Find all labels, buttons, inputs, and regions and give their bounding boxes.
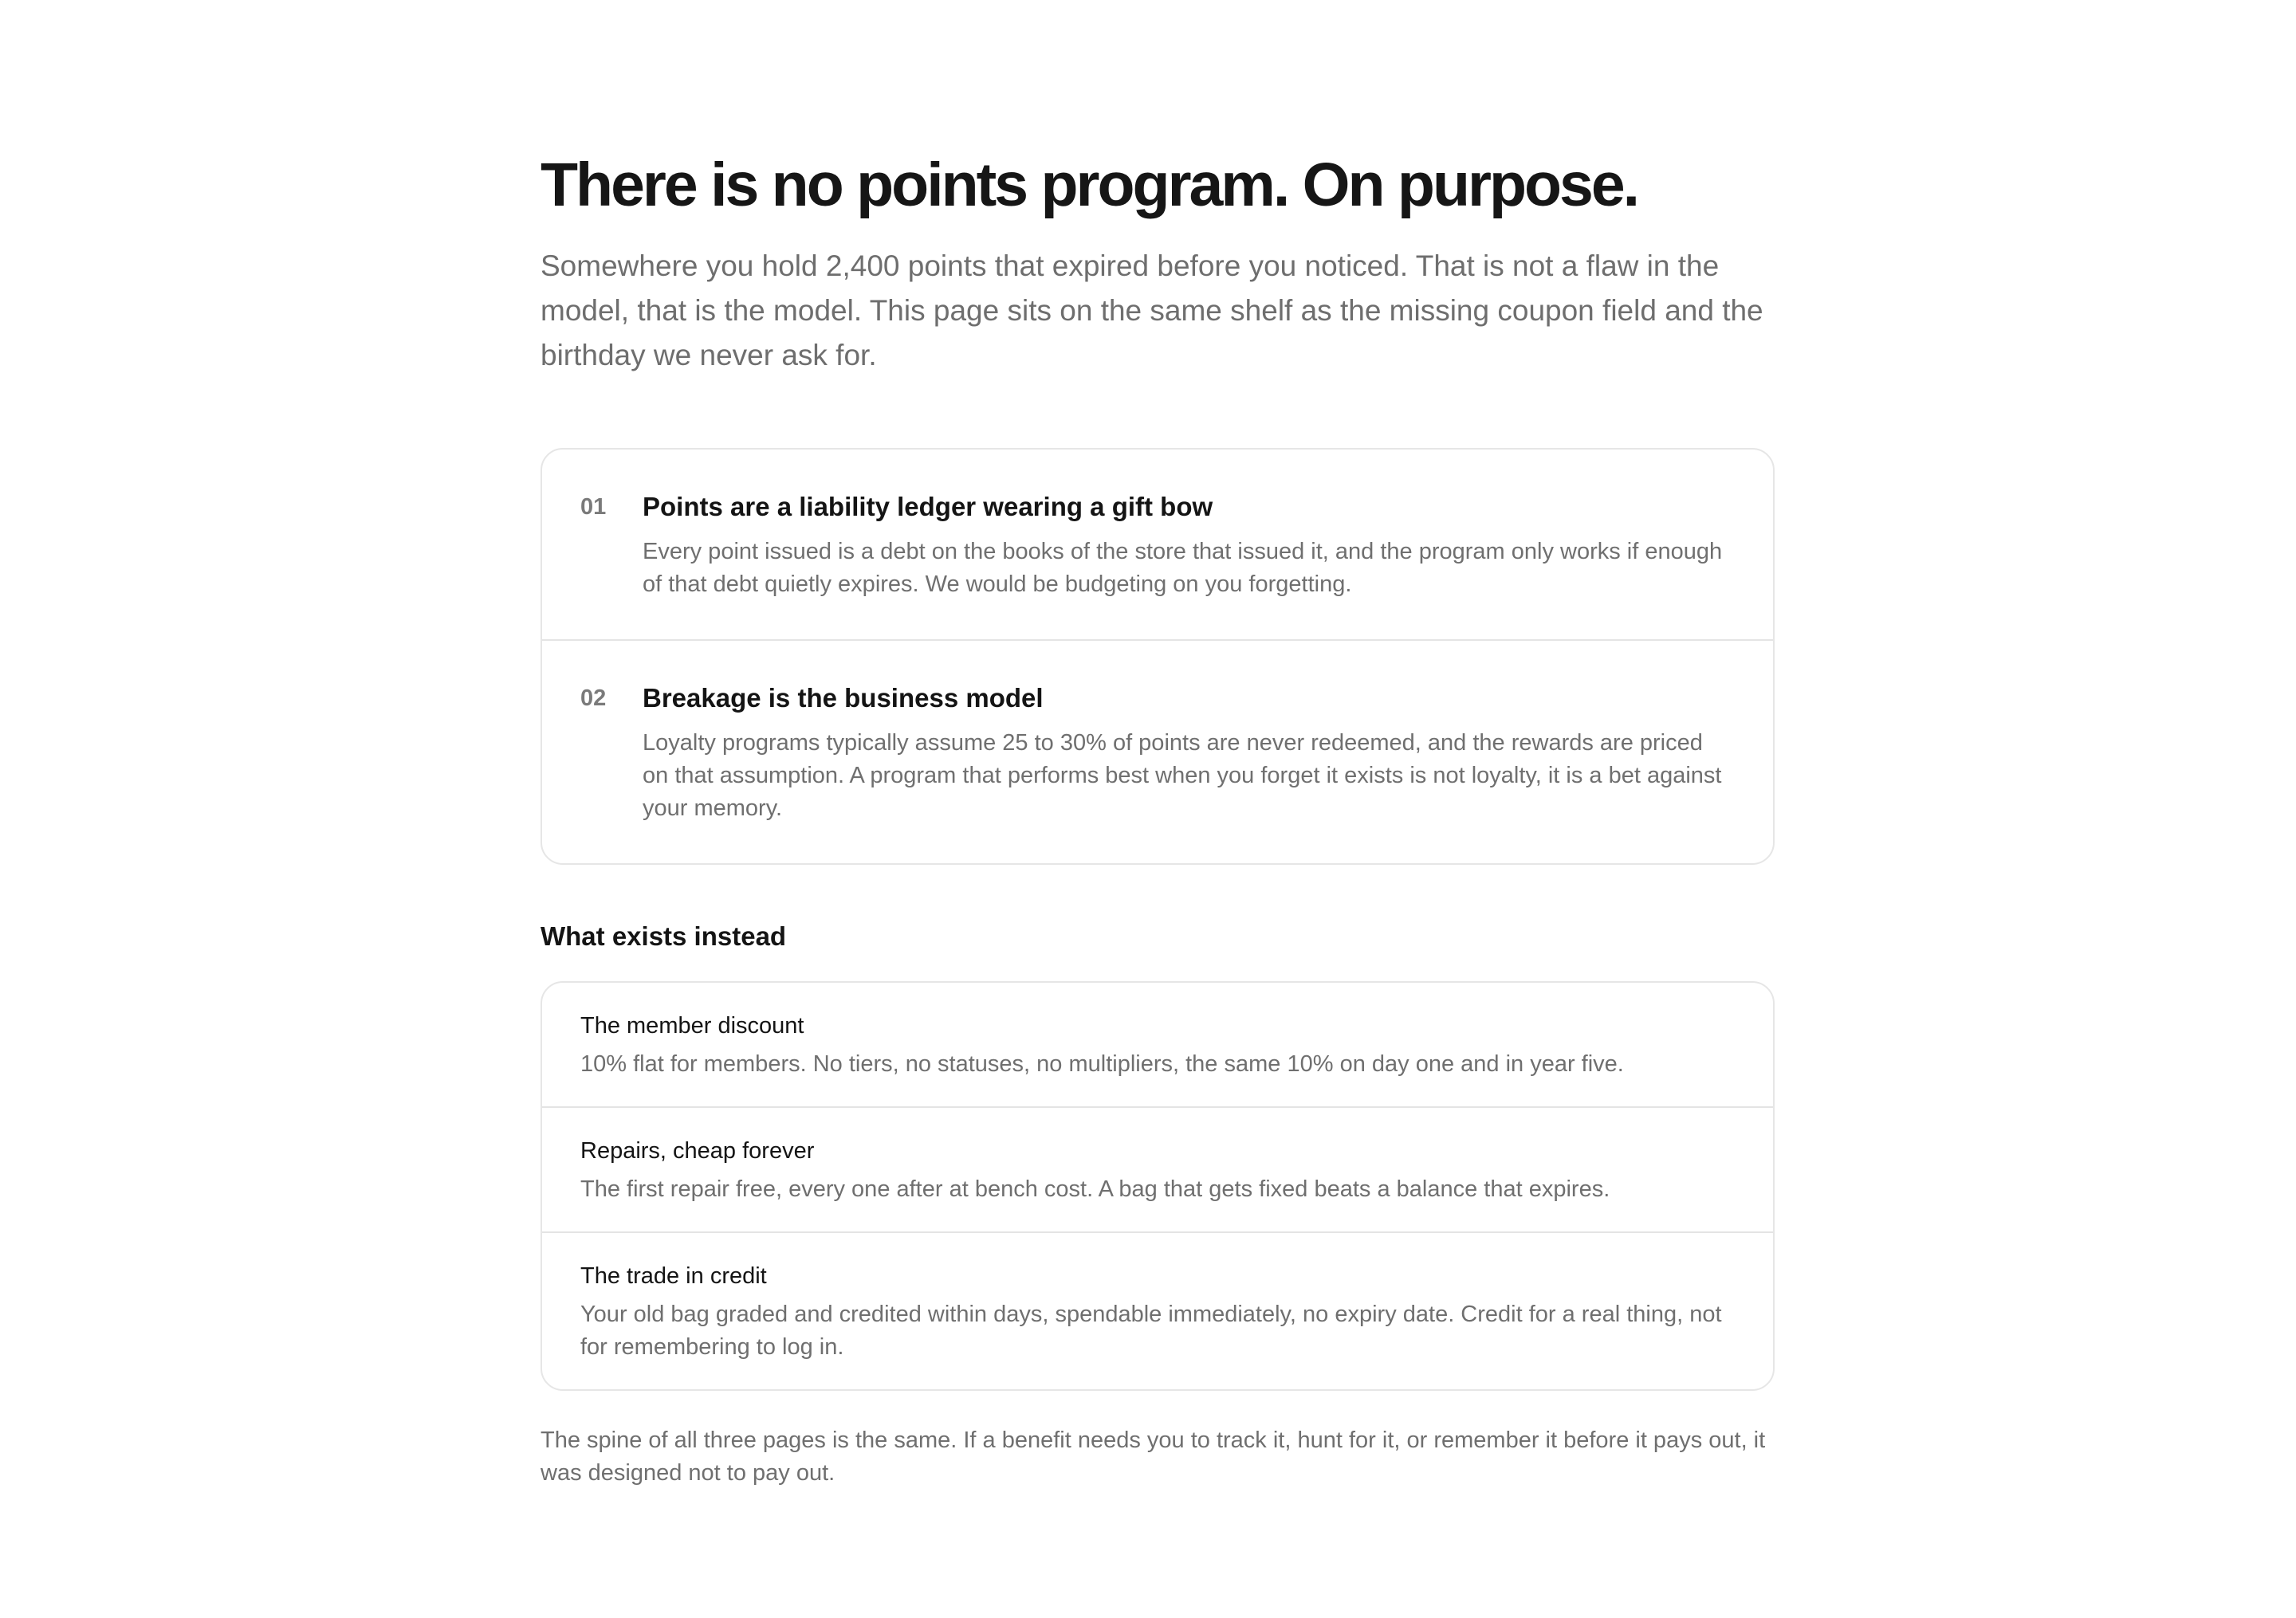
reason-title: Points are a liability ledger wearing a gift bow: [643, 492, 1213, 521]
page-lede: Somewhere you hold 2,400 points that expired before you noticed. That is not a flaw in the model, that is the model. This page sits on the same shelf as the missing coupon field and the birthday we never ask for.: [541, 249, 1763, 371]
reason-number: 01: [580, 494, 607, 520]
alternative-item: [542, 983, 1773, 1106]
page-title: There is no points program. On purpose.: [541, 151, 1638, 219]
alternative-title: The member discount: [580, 1013, 804, 1039]
alternative-item: [542, 1231, 1773, 1389]
reason-text: Every point issued is a debt on the books of the store that issued it, and the program only works if enough of that debt quietly expires. We would be budgeting on you forgetting.: [643, 539, 1723, 597]
alternative-title: The trade in credit: [580, 1263, 767, 1289]
closing-note: The spine of all three pages is the same. If a benefit needs you to track it, hunt for it, or remember it before it pays out, it was designed not to pay out.: [541, 1428, 1766, 1486]
alternative-item: [542, 1106, 1773, 1231]
reason-item: [542, 639, 1773, 863]
reason-body: [643, 681, 1735, 825]
alternative-text: 10% flat for members. No tiers, no statuses, no multipliers, the same 10% on day one and in year five.: [580, 1051, 1624, 1077]
reason-title: Breakage is the business model: [643, 683, 1044, 713]
alternative-text: The first repair free, every one after at bench cost. A bag that gets fixed beats a balance that expires.: [580, 1176, 1610, 1202]
alternative-title: Repairs, cheap forever: [580, 1138, 815, 1164]
reasons-card: [541, 448, 1775, 865]
alternative-text: Your old bag graded and credited within days, spendable immediately, no expiry date. Credit for a real thing, not for remembering to log in.: [580, 1302, 1722, 1360]
reason-number: 02: [580, 685, 607, 711]
main-content: [541, 143, 1775, 1490]
alternatives-card: [541, 981, 1775, 1391]
reason-item: [542, 450, 1773, 639]
reason-body: [643, 489, 1735, 601]
alternatives-heading: What exists instead: [541, 921, 787, 951]
reason-text: Loyalty programs typically assume 25 to 30% of points are never redeemed, and the rewards are priced on that assumption. A program that performs best when you forget it exists is not loyalty, it is a bet against your memory.: [643, 730, 1722, 821]
